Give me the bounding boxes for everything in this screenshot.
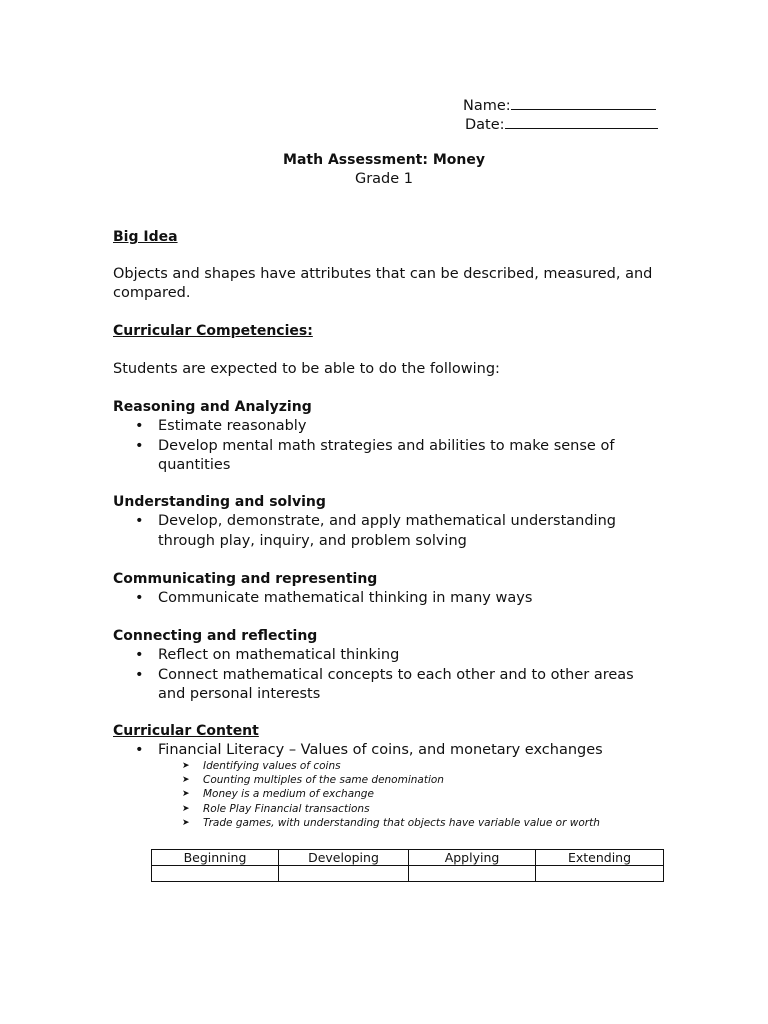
sub-list-item: ➤ Counting multiples of the same denomination (113, 773, 673, 787)
date-field[interactable] (465, 113, 658, 135)
sub-list-item: ➤ Identifying values of coins (113, 759, 673, 773)
date-label: Date: (465, 117, 505, 133)
competency-group-connecting (113, 627, 653, 705)
big-idea-text: Objects and shapes have attributes that can be described, measured, and compared. (113, 266, 653, 301)
table-header-row (152, 850, 664, 866)
list-item: • Financial Literacy – Values of coins, and monetary exchanges (113, 741, 673, 761)
list-item: • Estimate reasonably (113, 417, 653, 437)
competency-group-understanding (113, 493, 653, 551)
sub-list-item: ➤ Role Play Financial transactions (113, 802, 673, 816)
big-idea-heading: Big Idea (113, 229, 178, 245)
rubric-cell-extending[interactable] (536, 866, 664, 882)
list-item: • Reflect on mathematical thinking (113, 646, 653, 666)
page-title: Math Assessment: Money (283, 152, 485, 168)
rubric-header-developing: Developing (279, 850, 409, 866)
sub-list-item: ➤ Trade games, with understanding that objects have variable value or worth (113, 816, 673, 830)
date-blank-line[interactable] (505, 113, 658, 129)
competency-group-reasoning (113, 398, 653, 476)
name-blank-line[interactable] (511, 94, 656, 110)
rubric-header-applying: Applying (409, 850, 536, 866)
list-item: • Communicate mathematical thinking in many ways (113, 589, 653, 609)
competencies-intro: Students are expected to be able to do the following: (113, 361, 500, 377)
curricular-content (113, 722, 673, 831)
sub-list-item: ➤ Money is a medium of exchange (113, 787, 673, 801)
group-heading: Understanding and solving (113, 494, 326, 510)
group-heading: Connecting and reflecting (113, 628, 318, 644)
name-label: Name: (463, 98, 511, 114)
competency-group-communicating (113, 570, 653, 609)
page-subtitle: Grade 1 (354, 171, 414, 187)
list-item: • Develop, demonstrate, and apply mathematical understanding through play, inquiry, and problem solving (113, 512, 653, 551)
rubric-cell-beginning[interactable] (152, 866, 279, 882)
rubric-header-extending: Extending (536, 850, 664, 866)
list-item: • Connect mathematical concepts to each other and to other areas and personal interests (113, 666, 653, 705)
content-heading: Curricular Content (113, 723, 259, 739)
rubric-cell-applying[interactable] (409, 866, 536, 882)
competencies-heading: Curricular Competencies: (113, 323, 313, 339)
rubric-table (151, 849, 664, 882)
title-block (0, 151, 768, 189)
rubric-header-beginning: Beginning (152, 850, 279, 866)
list-item: • Develop mental math strategies and abilities to make sense of quantities (113, 437, 653, 476)
rubric-cell-developing[interactable] (279, 866, 409, 882)
group-heading: Reasoning and Analyzing (113, 399, 312, 415)
group-heading: Communicating and representing (113, 571, 378, 587)
table-row (152, 866, 664, 882)
